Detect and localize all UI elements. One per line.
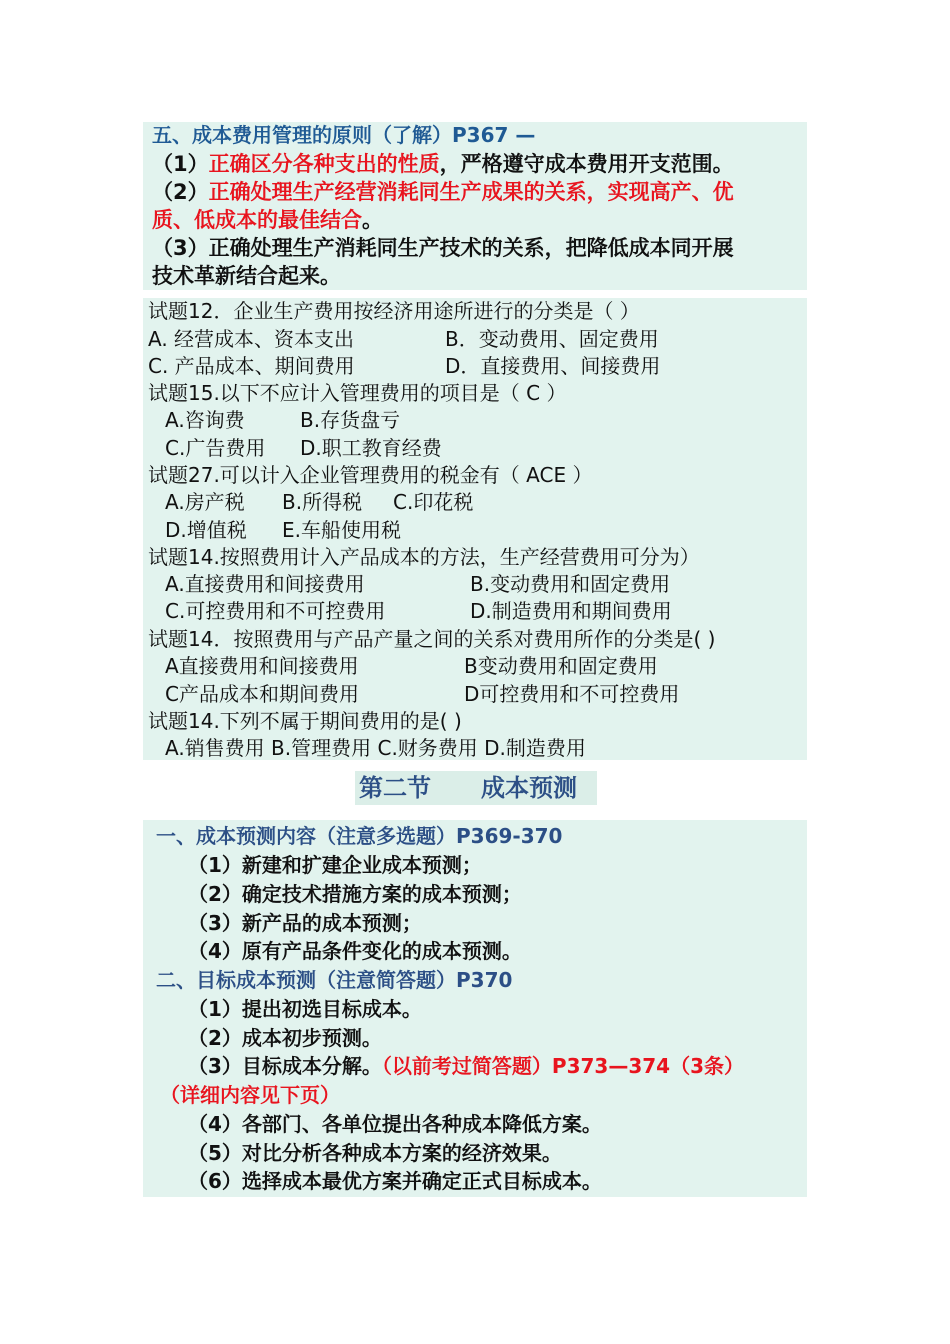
principle-rest: ，严格遵守成本费用开支范围。 [439, 152, 734, 176]
target-item-text: （3）目标成本分解。 [188, 1054, 382, 1078]
q14a-option-d: D.制造费用和期间费用 [470, 599, 672, 623]
q12-option-a: A. 经营成本、资本支出 [148, 327, 355, 351]
principle-3-cont: 技术革新结合起来。 [152, 264, 341, 288]
q14c-question: 试题14.下列不属于期间费用的是( ) [148, 709, 462, 733]
q14c-options: A.销售费用 B.管理费用 C.财务费用 D.制造费用 [165, 736, 586, 760]
principle-1 [152, 150, 734, 178]
section-name: 成本预测 [481, 774, 577, 802]
q12-option-b: B．变动费用、固定费用 [445, 327, 659, 351]
q14b-option-b: B变动费用和固定费用 [464, 654, 658, 678]
q14a-question: 试题14.按照费用计入产品成本的方法，生产经营费用可分为） [148, 545, 700, 569]
q27-option-e: E.车船使用税 [282, 518, 401, 542]
target-item: （6）选择成本最优方案并确定正式目标成本。 [188, 1169, 602, 1193]
principles-heading: 五、成本费用管理的原则（了解）P367 — [152, 123, 536, 147]
forecast-item: （1）新建和扩建企业成本预测； [188, 853, 482, 877]
q14b-option-a: A直接费用和间接费用 [165, 654, 359, 678]
q15-option-b: B.存货盘亏 [300, 408, 401, 432]
q14b-question: 试题14．按照费用与产品产量之间的关系对费用所作的分类是( ) [148, 627, 716, 651]
q27-option-c: C.印花税 [393, 490, 474, 514]
q27-question: 试题27.可以计入企业管理费用的税金有（ ACE ） [148, 463, 593, 487]
q15-question: 试题15.以下不应计入管理费用的项目是（ C ） [148, 381, 567, 405]
q15-option-a: A.咨询费 [165, 408, 245, 432]
principle-2-cont [152, 206, 383, 234]
q14b-option-c: C产品成本和期间费用 [165, 682, 359, 706]
q12-option-c: C. 产品成本、期间费用 [148, 354, 355, 378]
target-item: （5）对比分析各种成本方案的经济效果。 [188, 1141, 562, 1165]
q14a-option-b: B.变动费用和固定费用 [470, 572, 671, 596]
target-item: （4）各部门、各单位提出各种成本降低方案。 [188, 1112, 602, 1136]
principle-key: 质、低成本的最佳结合 [152, 208, 362, 232]
forecast-heading-1: 一、成本预测内容（注意多选题）P369-370 [156, 824, 563, 848]
target-item: （1）提出初选目标成本。 [188, 997, 422, 1021]
section-title [355, 771, 597, 805]
principle-num: （1） [152, 152, 209, 176]
q15-option-d: D.职工教育经费 [300, 436, 442, 460]
q27-option-b: B.所得税 [282, 490, 363, 514]
principle-3: （3）正确处理生产消耗同生产技术的关系，把降低成本同开展 [152, 236, 734, 260]
q14b-option-d: D可控费用和不可控费用 [464, 682, 680, 706]
q27-option-d: D.增值税 [165, 518, 247, 542]
q14a-option-a: A.直接费用和间接费用 [165, 572, 365, 596]
target-item-3-note: （详细内容见下页） [160, 1083, 340, 1107]
q27-option-a: A.房产税 [165, 490, 245, 514]
q14a-option-c: C.可控费用和不可控费用 [165, 599, 386, 623]
target-item-3 [188, 1052, 744, 1080]
q15-option-c: C.广告费用 [165, 436, 266, 460]
section-number: 第二节 [359, 774, 431, 802]
forecast-item: （3）新产品的成本预测； [188, 911, 422, 935]
forecast-heading-2: 二、目标成本预测（注意简答题）P370 [156, 968, 513, 992]
principle-key: 正确区分各种支出的性质 [208, 152, 440, 176]
principle-key: 正确处理生产经营消耗同生产成果的关系，实现高产、优 [208, 180, 734, 204]
target-item: （2）成本初步预测。 [188, 1026, 382, 1050]
q12-option-d: D．直接费用、间接费用 [445, 354, 661, 378]
principle-2 [152, 178, 734, 206]
forecast-item: （2）确定技术措施方案的成本预测； [188, 882, 522, 906]
forecast-item: （4）原有产品条件变化的成本预测。 [188, 939, 522, 963]
principle-num: （2） [152, 180, 209, 204]
q12-question: 试题12．企业生产费用按经济用途所进行的分类是（ ） [148, 299, 640, 323]
principle-rest: 。 [362, 208, 383, 232]
target-item-note: （以前考过简答题）P373—374（3条） [381, 1054, 744, 1078]
